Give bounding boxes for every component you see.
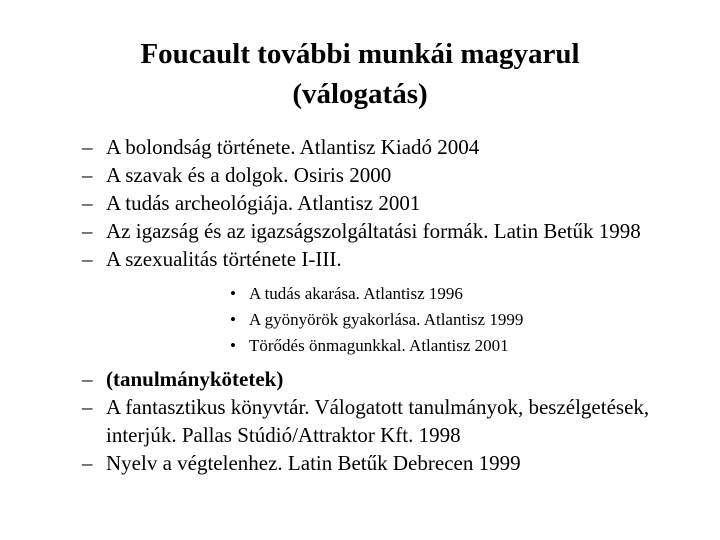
dash-marker: –: [82, 163, 93, 187]
list-item-text: A bolondság története. Atlantisz Kiadó 2004: [106, 135, 480, 159]
sub-list-item: [106, 281, 680, 307]
list-item: [0, 393, 720, 449]
list-item-text: Nyelv a végtelenhez. Latin Betűk Debrecen 1999: [106, 451, 521, 475]
title-line-1: Foucault további munkái magyarul: [140, 38, 580, 70]
list-item-text: (tanulmánykötetek): [106, 367, 284, 391]
dash-marker: –: [82, 451, 93, 475]
bullet-marker: •: [230, 310, 236, 329]
list-item-text: Az igazság és az igazságszolgáltatási formák. Latin Betűk 1998: [106, 219, 641, 243]
list-item: [0, 161, 720, 189]
list-item: [0, 245, 720, 359]
list-item: [0, 189, 720, 217]
sub-list-item-text: A gyönyörök gyakorlása. Atlantisz 1999: [249, 310, 524, 329]
slide-title: [60, 34, 660, 114]
dash-marker: –: [82, 395, 93, 419]
dash-marker: –: [82, 367, 93, 391]
list-item: [0, 133, 720, 161]
sub-list-item: [106, 307, 680, 333]
bullet-marker: •: [230, 336, 236, 355]
sub-list-item-text: Törődés önmagunkkal. Atlantisz 2001: [249, 336, 509, 355]
list-item: [0, 217, 720, 245]
list-item: [0, 365, 720, 393]
dash-marker: –: [82, 191, 93, 215]
book-list: [0, 133, 720, 477]
bullet-marker: •: [230, 284, 236, 303]
title-line-2: (válogatás): [292, 78, 428, 110]
sub-list-item-text: A tudás akarása. Atlantisz 1996: [249, 284, 463, 303]
list-item-text: A fantasztikus könyvtár. Válogatott tanulmányok, beszélgetések, interjúk. Pallas Stúdió/Attraktor Kft. 1998: [106, 395, 650, 447]
list-item-text: A szavak és a dolgok. Osiris 2000: [106, 163, 392, 187]
sub-list-item: [106, 333, 680, 359]
list-item-text: A tudás archeológiája. Atlantisz 2001: [106, 191, 421, 215]
list-item: [0, 449, 720, 477]
list-item-text: A szexualitás története I-III.: [106, 247, 342, 271]
dash-marker: –: [82, 247, 93, 271]
dash-marker: –: [82, 219, 93, 243]
sub-list: [106, 281, 680, 359]
dash-marker: –: [82, 135, 93, 159]
